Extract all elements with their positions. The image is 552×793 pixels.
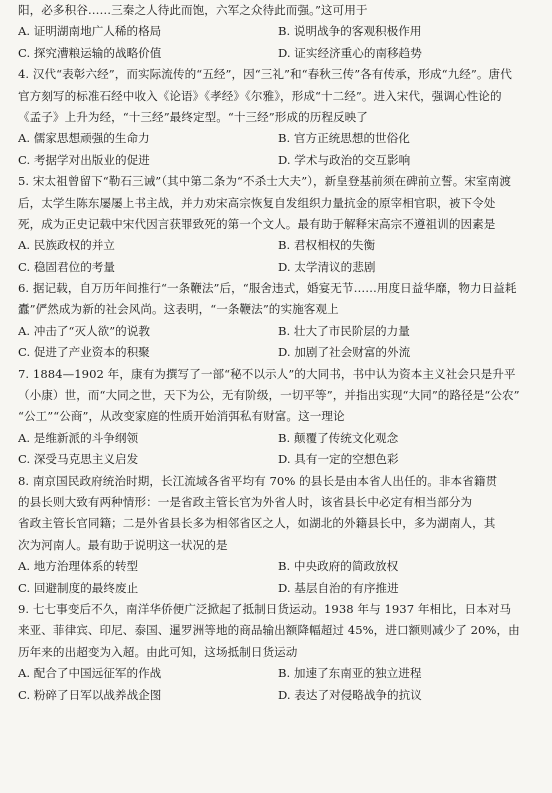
option-d: D. 表达了对侵略战争的抗议: [278, 687, 422, 702]
option-c: C. 粉碎了日军以战养战企图: [18, 687, 162, 702]
question-9: [18, 599, 538, 706]
option-c: C. 考据学对出版业的促进: [18, 152, 150, 167]
option-b: B. 中央政府的简政放权: [278, 559, 399, 574]
option-a: A. 儒家思想顽强的生命力: [18, 131, 150, 146]
option-c: C. 稳固君位的考量: [18, 259, 115, 274]
option-b: B. 君权相权的失衡: [278, 238, 376, 253]
question-stem-line: 历年来的出超变为入超。由此可知，这场抵制日货运动: [18, 644, 298, 659]
question-stem-line: 来亚、菲律宾、印尼、泰国、暹罗洲等地的商品输出额降幅超过 45%，进口额则减少了 20%，由: [18, 623, 520, 638]
option-c: C. 回避制度的最终废止: [18, 580, 139, 595]
option-c: C. 促进了产业资本的积聚: [18, 345, 150, 360]
option-a: A. 是维新派的斗争纲领: [18, 430, 139, 445]
question-4: [18, 64, 538, 171]
question-stem-line: 《孟子》上升为经，“十三经”最终定型。“十三经”形成的历程反映了: [18, 109, 368, 124]
question-stem-line: 死，成为正史记载中宋代因言获罪致死的第一个文人。最有助于解释宋高宗不遵祖训的因素是: [18, 216, 496, 231]
option-b: B. 官方正统思想的世俗化: [278, 131, 410, 146]
question-3: [18, 0, 538, 64]
question-stem-line: 次为河南人。最有助于说明这一状况的是: [18, 537, 228, 552]
question-stem-line: 官方刻写的标准石经中收入《论语》《孝经》《尔雅》，形成“十二经”。进入宋代，强调心性论的: [18, 88, 502, 103]
option-d: D. 太学清议的悲剧: [278, 259, 376, 274]
question-stem-line: 省政主管长官同籍；二是外省县长多为相邻省区之人，如湖北的外籍县长中，多为湖南人，其: [18, 516, 496, 531]
option-d: D. 学术与政治的交互影响: [278, 152, 411, 167]
option-d: D. 具有一定的空想色彩: [278, 452, 399, 467]
option-d: D. 基层自治的有序推进: [278, 580, 399, 595]
question-stem-line: 8. 南京国民政府统治时期，长江流域各省平均有 70% 的县长是由本省人出任的。非本省籍贯: [18, 473, 498, 488]
question-stem-line: 6. 据记载，自万历年间推行“一条鞭法”后，“服舍违式，婚宴无节……用度日益华靡，物力日益耗: [18, 281, 517, 296]
question-stem-line: “公工”“公商”，从改变家庭的性质开始消弭私有财富。这一理论: [18, 409, 345, 424]
option-b: B. 颠覆了传统文化观念: [278, 430, 399, 445]
option-b: B. 说明战争的客观积极作用: [278, 24, 422, 39]
question-7: [18, 364, 538, 471]
question-stem-line: 7. 1884—1902 年，康有为撰写了一部“秘不以示人”的大同书，书中认为资本主义社会只是升平: [18, 366, 516, 381]
option-a: A. 民族政权的并立: [18, 238, 115, 253]
question-stem-line: 9. 七七事变后不久，南洋华侨便广泛掀起了抵制日货运动。1938 年与 1937 年相比，日本对马: [18, 601, 512, 616]
question-stem-line: 的县长则大致有两种情形：一是省政主管长官为外省人时，该省县长中必定有相当部分为: [18, 494, 473, 509]
question-stem-line: 后，太学生陈东屡屡上书主战，并力劝宋高宗恢复自发组织力量抗金的原宰相官职，被下令处: [18, 195, 496, 210]
option-c: C. 探究漕粮运输的战略价值: [18, 45, 162, 60]
question-stem-line: 蠹”俨然成为新的社会风尚。这表明，“一条鞭法”的实施客观上: [18, 302, 339, 317]
question-stem-line: 4. 汉代“表彰六经”，而实际流传的“五经”，因“三礼”和“春秋三传”各有传承，形成“九经”。唐代: [18, 67, 512, 82]
option-a: A. 配合了中国远征军的作战: [18, 666, 162, 681]
option-c: C. 深受马克思主义启发: [18, 452, 139, 467]
question-stem-line: （小康）世，而“大同之世，天下为公，无有阶级，一切平等”，并指出实现“大同”的路径是“公农”: [18, 388, 520, 403]
option-b: B. 壮大了市民阶层的力量: [278, 323, 410, 338]
question-6: [18, 278, 538, 364]
option-d: D. 证实经济重心的南移趋势: [278, 45, 422, 60]
option-a: A. 地方治理体系的转型: [18, 559, 139, 574]
option-b: B. 加速了东南亚的独立进程: [278, 666, 422, 681]
option-d: D. 加剧了社会财富的外流: [278, 345, 411, 360]
question-5: [18, 171, 538, 278]
option-a: A. 冲击了“灭人欲”的说教: [18, 323, 150, 338]
question-stem-line: 5. 宋太祖曾留下“勒石三诫”（其中第二条为“不杀士大夫”），新皇登基前须在碑前立誓。宋室南渡: [18, 174, 511, 189]
option-a: A. 证明湖南地广人稀的格局: [18, 24, 162, 39]
question-3-stem-end: 阳，必多积谷……三秦之人待此而饱，六军之众待此而强。”这可用于: [18, 3, 368, 17]
question-8: [18, 471, 538, 599]
